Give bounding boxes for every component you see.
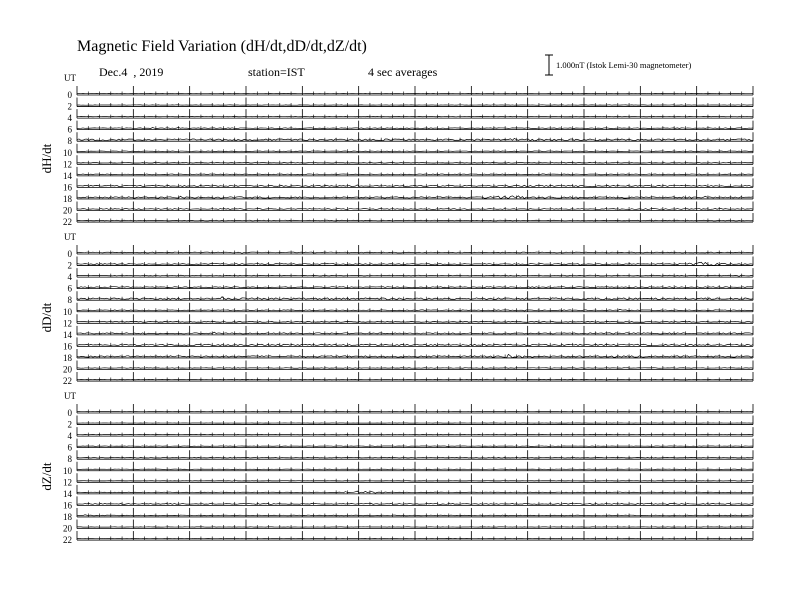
hour-label-dhdt-0: 0 — [67, 90, 72, 100]
hour-label-dzdt-4: 4 — [67, 431, 72, 442]
hour-label-dhdt-4: 4 — [67, 113, 72, 124]
hour-label-dhdt-10: 10 — [63, 147, 72, 158]
hour-label-dzdt-8: 8 — [67, 454, 72, 465]
trace-dddt-20 — [77, 368, 753, 369]
hour-label-dddt-16: 16 — [63, 341, 72, 352]
hour-label-dhdt-20: 20 — [63, 205, 72, 216]
scale-bar-label: 1.000nT (Istok Lemi-30 magnetometer) — [556, 60, 692, 70]
hour-label-dhdt-22: 22 — [63, 217, 72, 228]
hour-label-dddt-14: 14 — [63, 329, 72, 340]
hour-label-dzdt-10: 10 — [63, 465, 72, 476]
hour-label-dzdt-2: 2 — [67, 419, 72, 430]
averaging-label: 4 sec averages — [368, 65, 438, 79]
hour-label-dddt-12: 12 — [63, 318, 72, 329]
panel-label-dddt: dD/dt — [39, 302, 54, 333]
hour-label-dhdt-2: 2 — [67, 101, 72, 112]
trace-dddt-22 — [77, 379, 753, 380]
panel-label-dhdt: dH/dt — [39, 143, 54, 174]
hour-label-dddt-18: 18 — [63, 352, 72, 363]
hour-label-dddt-0: 0 — [67, 249, 72, 259]
hour-label-dzdt-6: 6 — [67, 442, 72, 453]
hour-label-dddt-6: 6 — [67, 283, 72, 294]
hour-label-dzdt-14: 14 — [63, 488, 72, 499]
hour-label-dddt-4: 4 — [67, 272, 72, 283]
date-label: Dec.4 , 2019 — [99, 65, 164, 79]
hour-label-dzdt-16: 16 — [63, 500, 72, 511]
hour-label-dzdt-18: 18 — [63, 511, 72, 522]
trace-dzdt-6 — [77, 446, 753, 447]
hour-label-dhdt-16: 16 — [63, 182, 72, 193]
hour-label-dhdt-6: 6 — [67, 124, 72, 135]
hour-label-dhdt-14: 14 — [63, 170, 72, 181]
ut-label-dddt: UT — [64, 232, 76, 242]
hour-label-dddt-2: 2 — [67, 260, 72, 271]
panel-label-dzdt: dZ/dt — [39, 462, 54, 491]
ut-label-dzdt: UT — [64, 391, 76, 401]
hour-label-dzdt-20: 20 — [63, 523, 72, 534]
hour-label-dhdt-18: 18 — [63, 193, 72, 204]
hour-label-dddt-10: 10 — [63, 306, 72, 317]
hour-label-dddt-8: 8 — [67, 295, 72, 306]
ut-label-dhdt: UT — [64, 73, 76, 83]
hour-label-dddt-22: 22 — [63, 376, 72, 387]
hour-label-dhdt-12: 12 — [63, 159, 72, 170]
hour-label-dzdt-0: 0 — [67, 408, 72, 418]
hour-label-dzdt-22: 22 — [63, 535, 72, 546]
hour-label-dhdt-8: 8 — [67, 136, 72, 147]
hour-label-dddt-20: 20 — [63, 364, 72, 375]
hour-label-dzdt-12: 12 — [63, 477, 72, 488]
chart-title: Magnetic Field Variation (dH/dt,dD/dt,dZ/dt) — [77, 38, 367, 55]
station-label: station=IST — [248, 65, 305, 79]
